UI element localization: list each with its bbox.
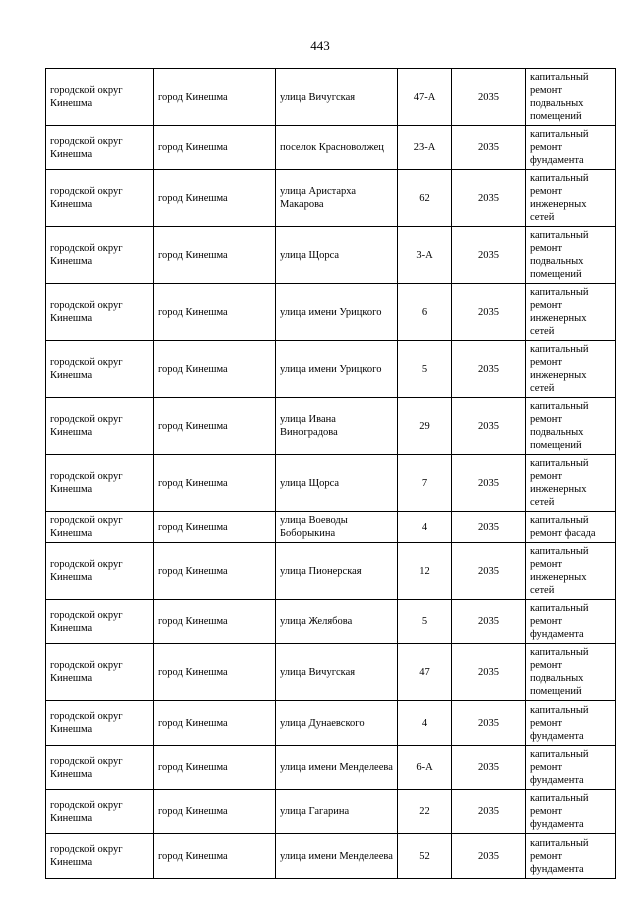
year-cell	[452, 543, 526, 600]
city-cell-text: город Кинешма	[158, 306, 228, 318]
table-row	[46, 227, 616, 284]
street-cell	[276, 341, 398, 398]
street-cell	[276, 790, 398, 834]
city-cell-text: город Кинешма	[158, 850, 228, 862]
house-number-cell	[398, 284, 452, 341]
work-type-cell	[526, 284, 616, 341]
street-cell	[276, 746, 398, 790]
city-cell	[154, 834, 276, 879]
year-cell-text: 2035	[478, 666, 499, 678]
street-cell-text: улица Дунаевского	[280, 717, 365, 729]
year-cell	[452, 455, 526, 512]
city-cell	[154, 126, 276, 170]
work-type-cell	[526, 398, 616, 455]
okrug-cell-text: городской округ Кинешма	[50, 135, 123, 160]
city-cell-text: город Кинешма	[158, 363, 228, 375]
work-type-cell	[526, 746, 616, 790]
house-number-cell	[398, 746, 452, 790]
okrug-cell	[46, 227, 154, 284]
okrug-cell-text: городской округ Кинешма	[50, 357, 123, 381]
city-cell-text: город Кинешма	[158, 249, 228, 261]
city-cell	[154, 790, 276, 834]
work-type-cell	[526, 170, 616, 227]
house-number-cell	[398, 600, 452, 644]
work-type-cell-text: капитальный ремонт фундамента	[530, 749, 589, 786]
work-type-cell	[526, 600, 616, 644]
street-cell	[276, 170, 398, 227]
house-number-cell	[398, 455, 452, 512]
work-type-cell	[526, 543, 616, 600]
okrug-cell-text: городской округ Кинешма	[50, 85, 123, 109]
year-cell-text: 2035	[478, 565, 499, 577]
table-row	[46, 69, 616, 126]
okrug-cell-text: городской округ Кинешма	[50, 660, 123, 684]
work-type-cell-text: капитальный ремонт инженерных сетей	[530, 458, 589, 508]
table-row	[46, 455, 616, 512]
year-cell	[452, 600, 526, 644]
work-type-cell-text: капитальный ремонт подвальных помещений	[530, 230, 589, 280]
page-number: 443	[310, 38, 330, 53]
okrug-cell	[46, 341, 154, 398]
okrug-cell-text: городской округ Кинешма	[50, 799, 123, 824]
okrug-cell	[46, 126, 154, 170]
table-row	[46, 746, 616, 790]
city-cell	[154, 284, 276, 341]
street-cell-text: улица Вичугская	[280, 666, 356, 678]
house-number-cell-text: 4	[421, 521, 428, 533]
street-cell-text: улица Пионерская	[280, 565, 362, 577]
city-cell	[154, 398, 276, 455]
year-cell-text: 2035	[478, 850, 499, 862]
street-cell-text: улица Вичугская	[280, 91, 356, 103]
house-number-cell	[398, 644, 452, 701]
work-type-cell-text: капитальный ремонт инженерных сетей	[530, 546, 589, 596]
house-number-cell	[398, 701, 452, 746]
house-number-cell	[398, 69, 452, 126]
work-type-cell	[526, 834, 616, 879]
work-type-cell-text: капитальный ремонт подвальных помещений	[530, 647, 589, 697]
work-type-cell-text: капитальный ремонт подвальных помещений	[530, 72, 589, 122]
table-row	[46, 790, 616, 834]
city-cell	[154, 543, 276, 600]
street-cell-text: улица имени Менделеева	[280, 762, 393, 773]
street-cell-text: улица Щорса	[280, 249, 340, 261]
okrug-cell	[46, 600, 154, 644]
work-type-cell-text: капитальный ремонт инженерных сетей	[530, 287, 589, 337]
year-cell-text: 2035	[478, 249, 499, 261]
work-type-cell	[526, 701, 616, 746]
work-type-cell-text: капитальный ремонт инженерных сетей	[530, 344, 589, 394]
house-number-cell	[398, 126, 452, 170]
year-cell	[452, 284, 526, 341]
house-number-cell-text: 47-А	[413, 91, 436, 103]
okrug-cell	[46, 543, 154, 600]
table-row	[46, 341, 616, 398]
table-body	[46, 69, 616, 879]
capital-repair-table	[45, 68, 616, 879]
house-number-cell-text: 23-А	[413, 142, 436, 153]
house-number-cell-text: 62	[419, 192, 430, 204]
house-number-cell-text: 29	[419, 420, 430, 432]
city-cell-text: город Кинешма	[158, 477, 228, 489]
year-cell-text: 2035	[478, 616, 499, 627]
work-type-cell	[526, 644, 616, 701]
year-cell	[452, 341, 526, 398]
city-cell	[154, 746, 276, 790]
work-type-cell-text: капитальный ремонт инженерных сетей	[530, 173, 589, 223]
work-type-cell-text: капитальный ремонт фасада	[530, 515, 596, 539]
house-number-cell	[398, 790, 452, 834]
city-cell-text: город Кинешма	[158, 616, 228, 627]
house-number-cell-text: 5	[421, 616, 428, 627]
street-cell	[276, 834, 398, 879]
year-cell	[452, 512, 526, 543]
street-cell	[276, 644, 398, 701]
house-number-cell-text: 47	[419, 666, 430, 678]
year-cell	[452, 227, 526, 284]
year-cell	[452, 69, 526, 126]
city-cell	[154, 227, 276, 284]
city-cell	[154, 455, 276, 512]
year-cell	[452, 170, 526, 227]
work-type-cell-text: капитальный ремонт подвальных помещений	[530, 401, 589, 451]
table-row	[46, 170, 616, 227]
house-number-cell	[398, 543, 452, 600]
year-cell-text: 2035	[478, 142, 499, 153]
house-number-cell-text: 22	[419, 806, 430, 817]
work-type-cell-text: капитальный ремонт фундамента	[530, 129, 589, 166]
city-cell	[154, 600, 276, 644]
work-type-cell-text: капитальный ремонт фундамента	[530, 704, 589, 742]
street-cell-text: поселок Красноволжец	[280, 142, 384, 153]
year-cell	[452, 746, 526, 790]
street-cell-text: улица имени Урицкого	[280, 306, 382, 318]
city-cell-text: город Кинешма	[158, 192, 228, 204]
house-number-cell-text: 12	[419, 565, 430, 577]
year-cell-text: 2035	[478, 717, 499, 729]
city-cell-text: город Кинешма	[158, 91, 228, 103]
city-cell	[154, 701, 276, 746]
okrug-cell-text: городской округ Кинешма	[50, 559, 123, 583]
city-cell	[154, 512, 276, 543]
year-cell-text: 2035	[478, 521, 499, 533]
house-number-cell-text: 7	[421, 477, 428, 489]
year-cell	[452, 126, 526, 170]
okrug-cell-text: городской округ Кинешма	[50, 515, 123, 539]
table-row	[46, 644, 616, 701]
year-cell	[452, 398, 526, 455]
okrug-cell	[46, 170, 154, 227]
okrug-cell	[46, 790, 154, 834]
okrug-cell	[46, 701, 154, 746]
street-cell	[276, 512, 398, 543]
okrug-cell	[46, 644, 154, 701]
street-cell-text: улица Воеводы Боборыкина	[280, 515, 348, 539]
city-cell-text: город Кинешма	[158, 806, 228, 817]
house-number-cell	[398, 170, 452, 227]
table-row	[46, 834, 616, 879]
city-cell-text: город Кинешма	[158, 420, 228, 432]
street-cell-text: улица Аристарха Макарова	[280, 186, 357, 210]
house-number-cell-text: 6	[421, 306, 428, 318]
street-cell-text: улица имени Урицкого	[280, 363, 382, 375]
city-cell	[154, 170, 276, 227]
street-cell-text: улица имени Менделеева	[280, 850, 393, 862]
street-cell-text: улица Гагарина	[280, 806, 350, 817]
okrug-cell-text: городской округ Кинешма	[50, 711, 123, 735]
year-cell-text: 2035	[478, 420, 499, 432]
okrug-cell	[46, 746, 154, 790]
house-number-cell	[398, 834, 452, 879]
okrug-cell	[46, 455, 154, 512]
street-cell	[276, 398, 398, 455]
city-cell-text: город Кинешма	[158, 717, 228, 729]
table-row	[46, 284, 616, 341]
street-cell	[276, 600, 398, 644]
table-row	[46, 398, 616, 455]
house-number-cell-text: 4	[421, 717, 428, 729]
street-cell	[276, 284, 398, 341]
house-number-cell	[398, 398, 452, 455]
city-cell-text: город Кинешма	[158, 521, 228, 533]
table-row	[46, 512, 616, 543]
table-row	[46, 600, 616, 644]
okrug-cell	[46, 512, 154, 543]
street-cell	[276, 701, 398, 746]
okrug-cell	[46, 834, 154, 879]
city-cell-text: город Кинешма	[158, 142, 228, 153]
work-type-cell-text: капитальный ремонт фундамента	[530, 603, 589, 640]
year-cell	[452, 644, 526, 701]
work-type-cell	[526, 790, 616, 834]
city-cell-text: город Кинешма	[158, 666, 228, 678]
okrug-cell-text: городской округ Кинешма	[50, 609, 123, 634]
street-cell	[276, 69, 398, 126]
okrug-cell	[46, 398, 154, 455]
street-cell-text: улица Щорса	[280, 477, 340, 489]
table-row	[46, 126, 616, 170]
year-cell-text: 2035	[478, 306, 499, 318]
table-row	[46, 543, 616, 600]
okrug-cell	[46, 284, 154, 341]
okrug-cell	[46, 69, 154, 126]
street-cell-text: улица Желябова	[280, 616, 353, 627]
okrug-cell-text: городской округ Кинешма	[50, 755, 123, 780]
okrug-cell-text: городской округ Кинешма	[50, 300, 123, 324]
year-cell	[452, 701, 526, 746]
okrug-cell-text: городской округ Кинешма	[50, 186, 123, 210]
street-cell	[276, 126, 398, 170]
okrug-cell-text: городской округ Кинешма	[50, 243, 123, 267]
street-cell-text: улица Ивана Виноградова	[280, 414, 338, 438]
city-cell	[154, 341, 276, 398]
house-number-cell	[398, 512, 452, 543]
house-number-cell-text: 52	[419, 850, 430, 862]
work-type-cell	[526, 455, 616, 512]
work-type-cell	[526, 69, 616, 126]
house-number-cell-text: 5	[421, 363, 428, 375]
house-number-cell-text: 6-А	[416, 762, 433, 773]
city-cell-text: город Кинешма	[158, 762, 228, 773]
year-cell-text: 2035	[478, 762, 499, 773]
house-number-cell	[398, 227, 452, 284]
city-cell	[154, 69, 276, 126]
year-cell	[452, 834, 526, 879]
okrug-cell-text: городской округ Кинешма	[50, 471, 123, 495]
year-cell-text: 2035	[478, 192, 499, 204]
work-type-cell	[526, 227, 616, 284]
okrug-cell-text: городской округ Кинешма	[50, 414, 123, 438]
city-cell	[154, 644, 276, 701]
house-number-cell	[398, 341, 452, 398]
year-cell-text: 2035	[478, 363, 499, 375]
street-cell	[276, 227, 398, 284]
city-cell-text: город Кинешма	[158, 565, 228, 577]
house-number-cell-text: 3-А	[416, 249, 433, 261]
work-type-cell	[526, 512, 616, 543]
year-cell-text: 2035	[478, 806, 499, 817]
okrug-cell-text: городской округ Кинешма	[50, 844, 123, 868]
work-type-cell-text: капитальный ремонт фундамента	[530, 837, 589, 875]
street-cell	[276, 455, 398, 512]
work-type-cell-text: капитальный ремонт фундамента	[530, 793, 589, 830]
year-cell-text: 2035	[478, 91, 499, 103]
work-type-cell	[526, 341, 616, 398]
table-row	[46, 701, 616, 746]
work-type-cell	[526, 126, 616, 170]
year-cell-text: 2035	[478, 477, 499, 489]
year-cell	[452, 790, 526, 834]
street-cell	[276, 543, 398, 600]
